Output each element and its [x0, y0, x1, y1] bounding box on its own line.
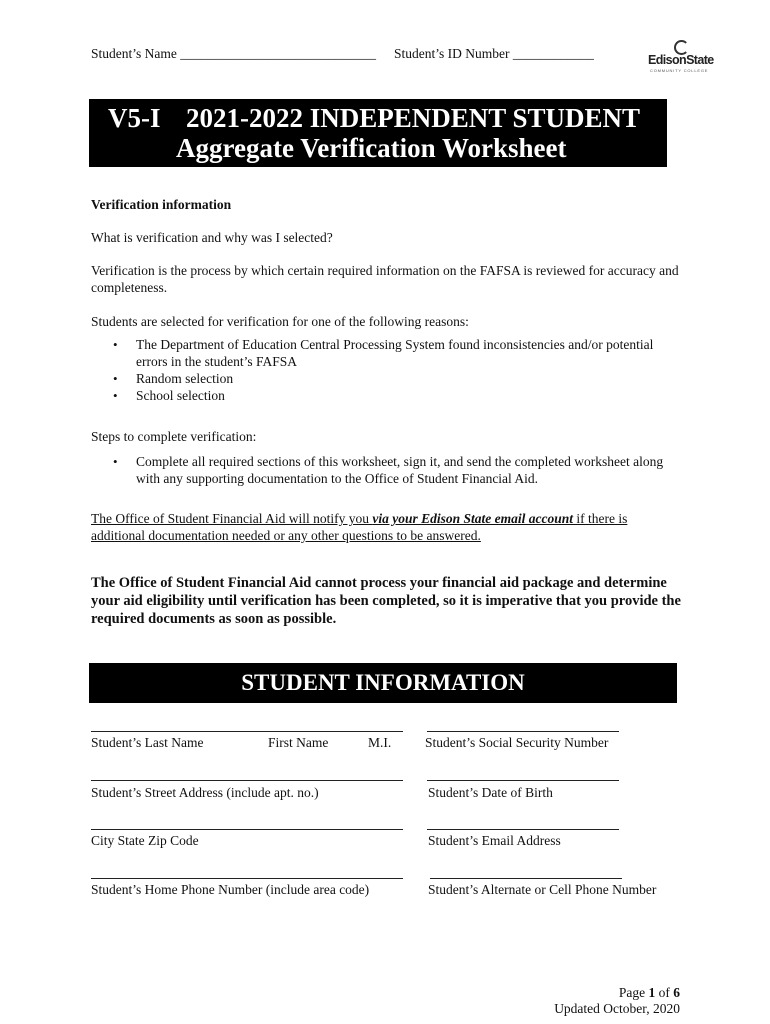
street-address-label: Student’s Street Address (include apt. no.): [91, 785, 319, 800]
form-code: V5-I: [108, 103, 161, 133]
student-info-heading: STUDENT INFORMATION: [241, 670, 525, 695]
home-phone-field[interactable]: [91, 878, 403, 879]
student-info-banner: [89, 663, 677, 703]
steps-intro: Steps to complete verification:: [91, 429, 257, 444]
cell-phone-field[interactable]: [430, 878, 622, 879]
notify-emphasis: via your Edison State email account: [372, 511, 573, 526]
street-address-field[interactable]: [91, 780, 403, 781]
verification-question: What is verification and why was I selected?: [91, 230, 333, 245]
verification-definition: Verification is the process by which certain required information on the FAFSA is reviewed for accuracy and completeness.: [91, 263, 679, 295]
page-number: [380, 985, 680, 1001]
form-title: 2021-2022 INDEPENDENT STUDENT: [186, 103, 641, 133]
worksheet-title-banner: [89, 99, 667, 167]
reasons-intro: Students are selected for verification for one of the following reasons:: [91, 314, 469, 329]
steps-list: [91, 453, 689, 487]
home-phone-label: Student’s Home Phone Number (include area code): [91, 882, 370, 897]
student-name-row: [91, 46, 376, 62]
logo-name: EdisonState: [648, 53, 714, 67]
student-id-field[interactable]: ____________: [512, 46, 594, 61]
important-notice: The Office of Student Financial Aid cannot process your financial aid package and determine your aid eligibility until verification has been completed, so it is imperative that you provide the required documents as soon as possible.: [91, 575, 681, 627]
list-item: • Random selection: [91, 370, 681, 387]
email-field[interactable]: [427, 829, 619, 830]
email-label: Student’s Email Address: [428, 833, 561, 848]
page-current: 1: [648, 985, 656, 1000]
city-state-zip-field[interactable]: [91, 829, 403, 830]
dob-field[interactable]: [427, 780, 619, 781]
last-name-label: Student’s Last Name: [91, 735, 204, 750]
page-total: 6: [673, 985, 680, 1000]
middle-initial-label: M.I.: [368, 735, 392, 750]
logo-subtitle: COMMUNITY COLLEGE: [650, 68, 709, 73]
cell-phone-label: Student’s Alternate or Cell Phone Number: [428, 882, 657, 897]
ssn-label: Student’s Social Security Number: [425, 735, 609, 750]
student-name-label: Student’s Name: [91, 46, 177, 61]
last-name-field[interactable]: [91, 731, 403, 732]
first-name-label: First Name: [268, 735, 329, 750]
ssn-field[interactable]: [427, 731, 619, 732]
reasons-list: [91, 336, 681, 404]
list-item: • Complete all required sections of this worksheet, sign it, and send the completed worksheet along with any supporting documentation to the Office of Student Financial Aid.: [91, 453, 689, 487]
form-subtitle: Aggregate Verification Worksheet: [176, 133, 567, 163]
page-word: Page: [618, 985, 646, 1000]
notify-pre: The Office of Student Financial Aid will notify you: [91, 511, 373, 526]
list-item: • The Department of Education Central Processing System found inconsistencies and/or potential errors in the student’s FAFSA: [91, 336, 681, 370]
dob-label: Student’s Date of Birth: [428, 785, 553, 800]
list-item: • School selection: [91, 387, 681, 404]
student-name-field[interactable]: _____________________________: [180, 46, 376, 61]
student-id-label: Student’s ID Number: [394, 46, 510, 61]
page-of: of: [658, 985, 670, 1000]
verification-heading: Verification information: [91, 197, 232, 212]
edison-state-logo: [648, 40, 714, 74]
notify-post: if there is additional documentation needed or any other questions to be answered.: [91, 511, 628, 543]
city-state-zip-label: City State Zip Code: [91, 833, 199, 848]
notify-text: [91, 510, 661, 544]
updated-date: Updated October, 2020: [554, 1001, 680, 1016]
student-id-row: [394, 46, 594, 62]
